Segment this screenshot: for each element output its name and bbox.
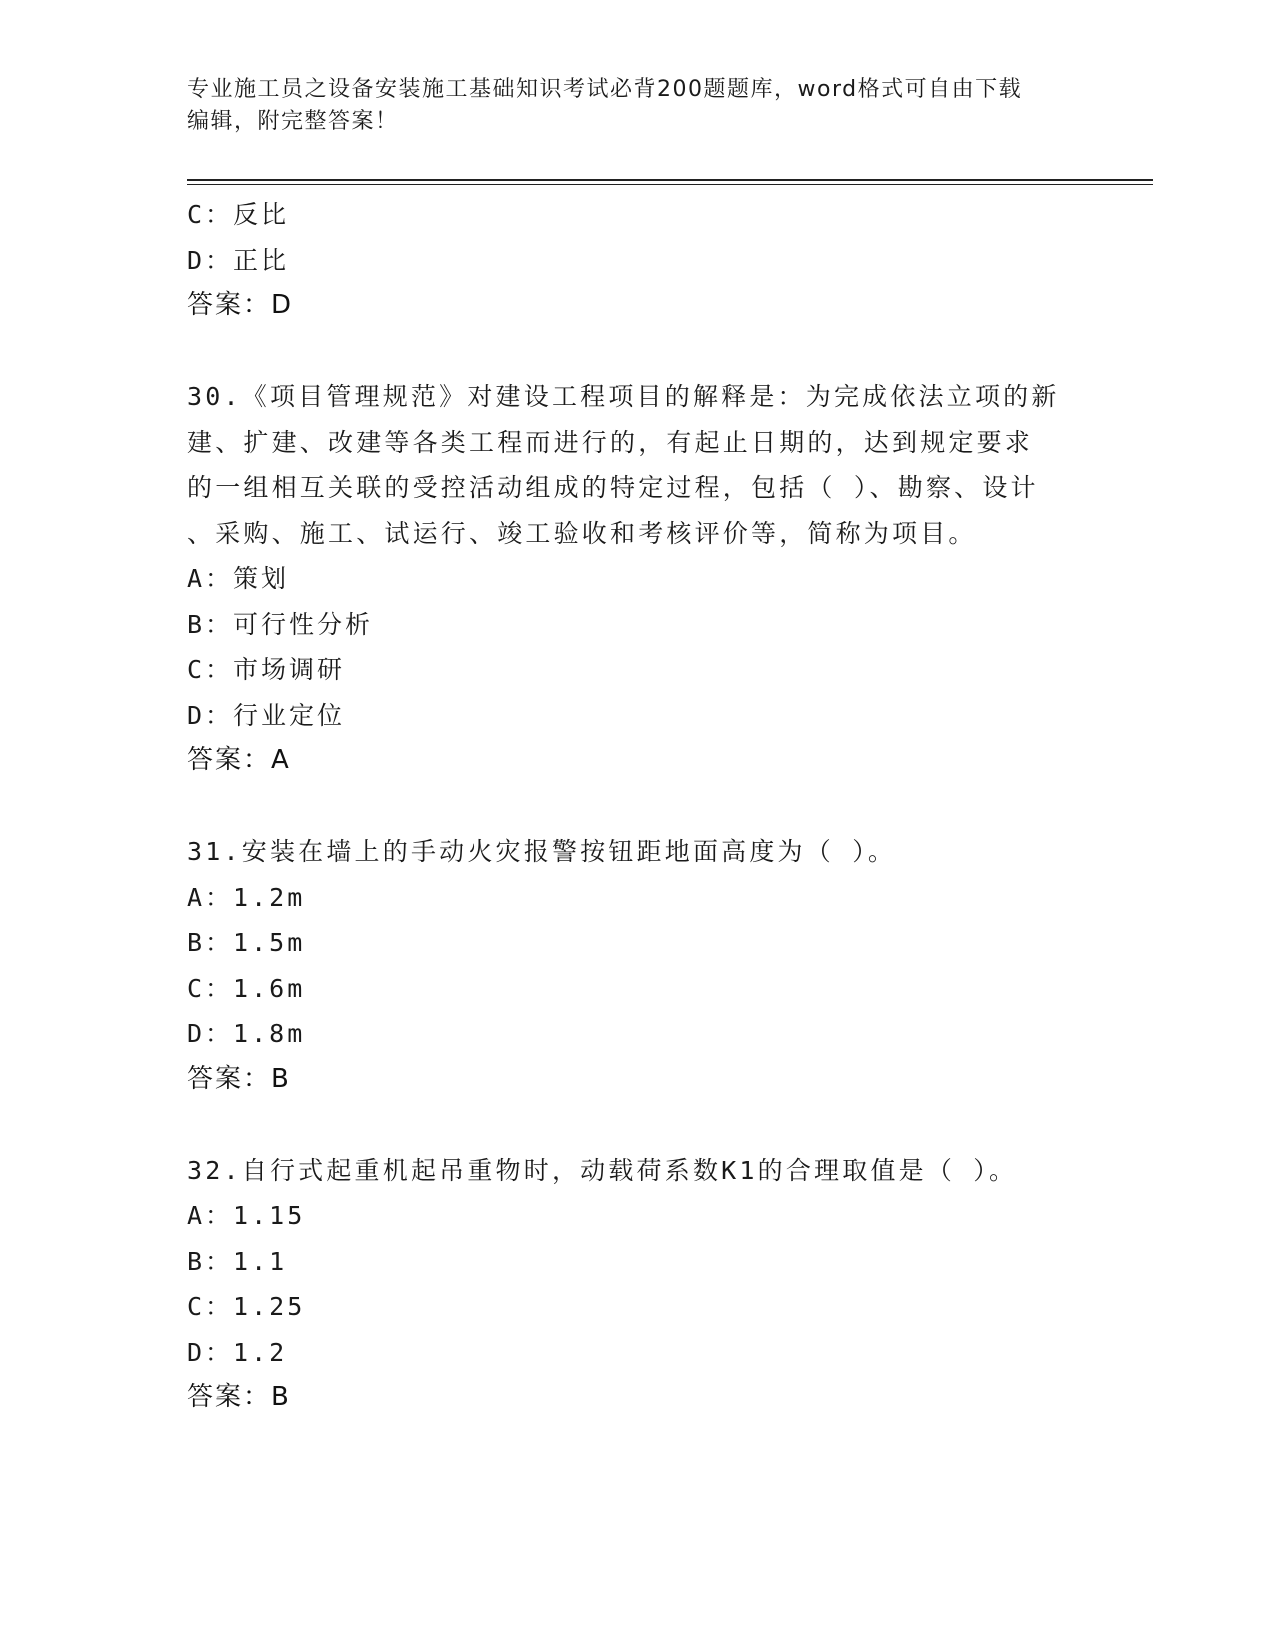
answer-label: 答案：D	[187, 290, 294, 320]
option-d: D：正比	[187, 245, 290, 275]
question-stem: 31.安装在墙上的手动火灾报警按钮距地面高度为（ ）。	[187, 837, 897, 866]
option-a: A：策划	[187, 564, 290, 593]
header-title-line-2: 编辑，附完整答案！	[187, 109, 399, 134]
option-c: C：市场调研	[187, 655, 346, 684]
question-stem: 的一组相互关联的受控活动组成的特定过程，包括（ ）、勘察、设计	[187, 473, 1039, 502]
option-b: B：1.5m	[187, 928, 306, 957]
option-b: B：1.1	[187, 1246, 288, 1276]
header-title-line-1: 专业施工员之设备安装施工基础知识考试必背200题题库，word格式可自由下载	[187, 77, 1023, 102]
option-c: C：反比	[187, 200, 290, 229]
header-divider-thin	[187, 184, 1153, 185]
question-stem: 、采购、施工、试运行、竣工验收和考核评价等，简称为项目。	[187, 518, 977, 548]
option-b: B：可行性分析	[187, 609, 374, 639]
document-header	[187, 74, 1067, 138]
question-31	[187, 829, 1087, 1102]
question-30	[187, 374, 1087, 784]
option-d: D：1.2	[187, 1337, 288, 1367]
answer-label: 答案：B	[187, 1063, 291, 1094]
answer-label: 答案：A	[187, 745, 291, 775]
spacer	[187, 1102, 1087, 1148]
spacer	[187, 784, 1087, 830]
question-stem: 建、扩建、改建等各类工程而进行的，有起止日期的，达到规定要求	[187, 427, 1034, 457]
question-list	[187, 192, 1087, 1421]
option-a: A：1.15	[187, 1201, 306, 1230]
question-stem: 32.自行式起重机起吊重物时，动载荷系数K1的合理取值是（ ）。	[187, 1155, 1018, 1185]
question-29-tail	[187, 192, 1087, 329]
answer-label: 答案：B	[187, 1382, 291, 1412]
question-stem: 30.《项目管理规范》对建设工程项目的解释是：为完成依法立项的新	[187, 382, 1060, 411]
option-d: D：行业定位	[187, 700, 346, 730]
option-c: C：1.6m	[187, 973, 306, 1003]
spacer	[187, 329, 1087, 375]
option-c: C：1.25	[187, 1292, 306, 1321]
question-32	[187, 1148, 1087, 1421]
option-a: A：1.2m	[187, 882, 306, 912]
header-divider	[187, 179, 1153, 181]
option-d: D：1.8m	[187, 1019, 306, 1048]
